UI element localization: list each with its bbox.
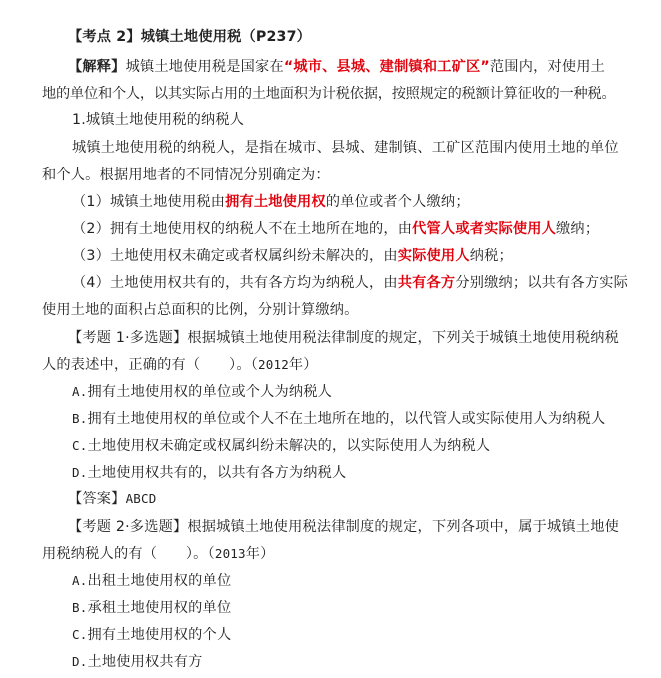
question-2-option-d (72, 652, 203, 672)
option-text: 土地使用权未确定或权属纠纷未解决的，以实际使用人为纳税人 (87, 438, 491, 454)
list-item-4-before: （4）土地使用权共有的，共有各方均为纳税人，由 (72, 275, 398, 291)
option-text: 土地使用权共有方 (87, 654, 203, 670)
question-1-option-c (72, 436, 490, 456)
list-item-1-before: （1）城镇土地使用税由 (72, 194, 226, 210)
list-item-4-continuation: 使用土地的面积占总面积的比例，分别计算缴纳。 (42, 302, 359, 318)
question-1-option-d (72, 463, 346, 483)
question-1-year-suffix: 年） (288, 357, 318, 373)
question-1-answer (68, 489, 156, 509)
question-2-option-b (72, 598, 231, 618)
section-1-title: 1.城镇土地使用税的纳税人 (72, 112, 245, 128)
option-text: 拥有土地使用权的个人 (87, 627, 232, 643)
question-2-line-2 (42, 544, 275, 564)
list-item-3 (72, 246, 513, 266)
option-label: B. (72, 600, 88, 615)
question-1-line-2 (42, 355, 318, 375)
explanation-text-before: 城镇土地使用税是国家在 (125, 59, 284, 75)
list-item-2-highlight: 代管人或者实际使用人 (412, 221, 557, 237)
list-item-4-highlight: 共有各方 (397, 275, 456, 291)
question-2-stem: 用税纳税人的有（ ）。（ (42, 546, 215, 562)
heading-tag: 【考点 2】 (68, 29, 141, 45)
answer-value: ABCD (125, 491, 157, 506)
question-2-year: 2013 (214, 546, 246, 561)
question-1-line-1: 【考题 1·多选题】根据城镇土地使用税法律制度的规定，下列关于城镇土地使用税纳税 (68, 330, 619, 346)
option-label: B. (72, 411, 88, 426)
list-item-3-before: （3）土地使用权未确定或者权属纠纷未解决的，由 (72, 248, 398, 264)
option-text: 承租土地使用权的单位 (87, 600, 232, 616)
section-heading (68, 27, 311, 47)
list-item-1 (72, 192, 470, 212)
question-2-year-suffix: 年） (245, 546, 275, 562)
option-label: A. (72, 384, 88, 399)
question-2-option-a (72, 571, 231, 591)
question-1-option-b (72, 409, 605, 429)
list-item-3-highlight: 实际使用人 (397, 248, 470, 264)
list-item-1-after: 的单位或者个人缴纳； (325, 194, 470, 210)
list-item-2 (72, 219, 599, 239)
answer-tag: 【答案】 (68, 491, 126, 507)
option-text: 出租土地使用权的单位 (87, 573, 232, 589)
list-item-3-after: 纳税； (469, 248, 513, 264)
option-label: C. (72, 438, 88, 453)
list-item-2-after: 缴纳； (556, 221, 600, 237)
list-item-1-highlight: 拥有土地使用权 (225, 194, 326, 210)
list-item-4-after: 分别缴纳；以共有各方实际 (455, 275, 628, 291)
explanation-line-1 (68, 57, 605, 77)
explanation-text-after: 范围内，对使用土 (489, 59, 606, 75)
explanation-highlight: “城市、县城、建制镇和工矿区” (283, 59, 490, 75)
list-item-2-before: （2）拥有土地使用权的纳税人不在土地所在地的，由 (72, 221, 413, 237)
explanation-tag: 【解释】 (68, 59, 126, 75)
option-label: C. (72, 627, 88, 642)
explanation-line-2: 地的单位和个人，以其实际占用的土地面积为计税依据，按照规定的税额计算征收的一种税。 (42, 86, 616, 102)
question-2-option-c (72, 625, 231, 645)
section-1-paragraph-line-1: 城镇土地使用税的纳税人，是指在城市、县城、建制镇、工矿区范围内使用土地的单位 (72, 140, 619, 156)
question-1-stem: 人的表述中，正确的有（ ）。（ (42, 357, 259, 373)
option-label: D. (72, 654, 88, 669)
question-2-line-1: 【考题 2·多选题】根据城镇土地使用税法律制度的规定，下列各项中，属于城镇土地使 (68, 519, 619, 535)
option-text: 拥有土地使用权的单位或个人为纳税人 (87, 384, 333, 400)
section-1-paragraph-line-2: 和个人。根据用地者的不同情况分别确定为： (42, 167, 330, 183)
question-1-year: 2012 (258, 357, 289, 372)
option-label: A. (72, 573, 88, 588)
question-1-option-a (72, 382, 332, 402)
list-item-4 (72, 273, 628, 293)
option-text: 拥有土地使用权的单位或个人不在土地所在地的，以代管人或实际使用人为纳税人 (87, 411, 606, 427)
heading-title: 城镇土地使用税（P237） (140, 29, 312, 45)
option-label: D. (72, 465, 88, 480)
option-text: 土地使用权共有的，以共有各方为纳税人 (87, 465, 347, 481)
